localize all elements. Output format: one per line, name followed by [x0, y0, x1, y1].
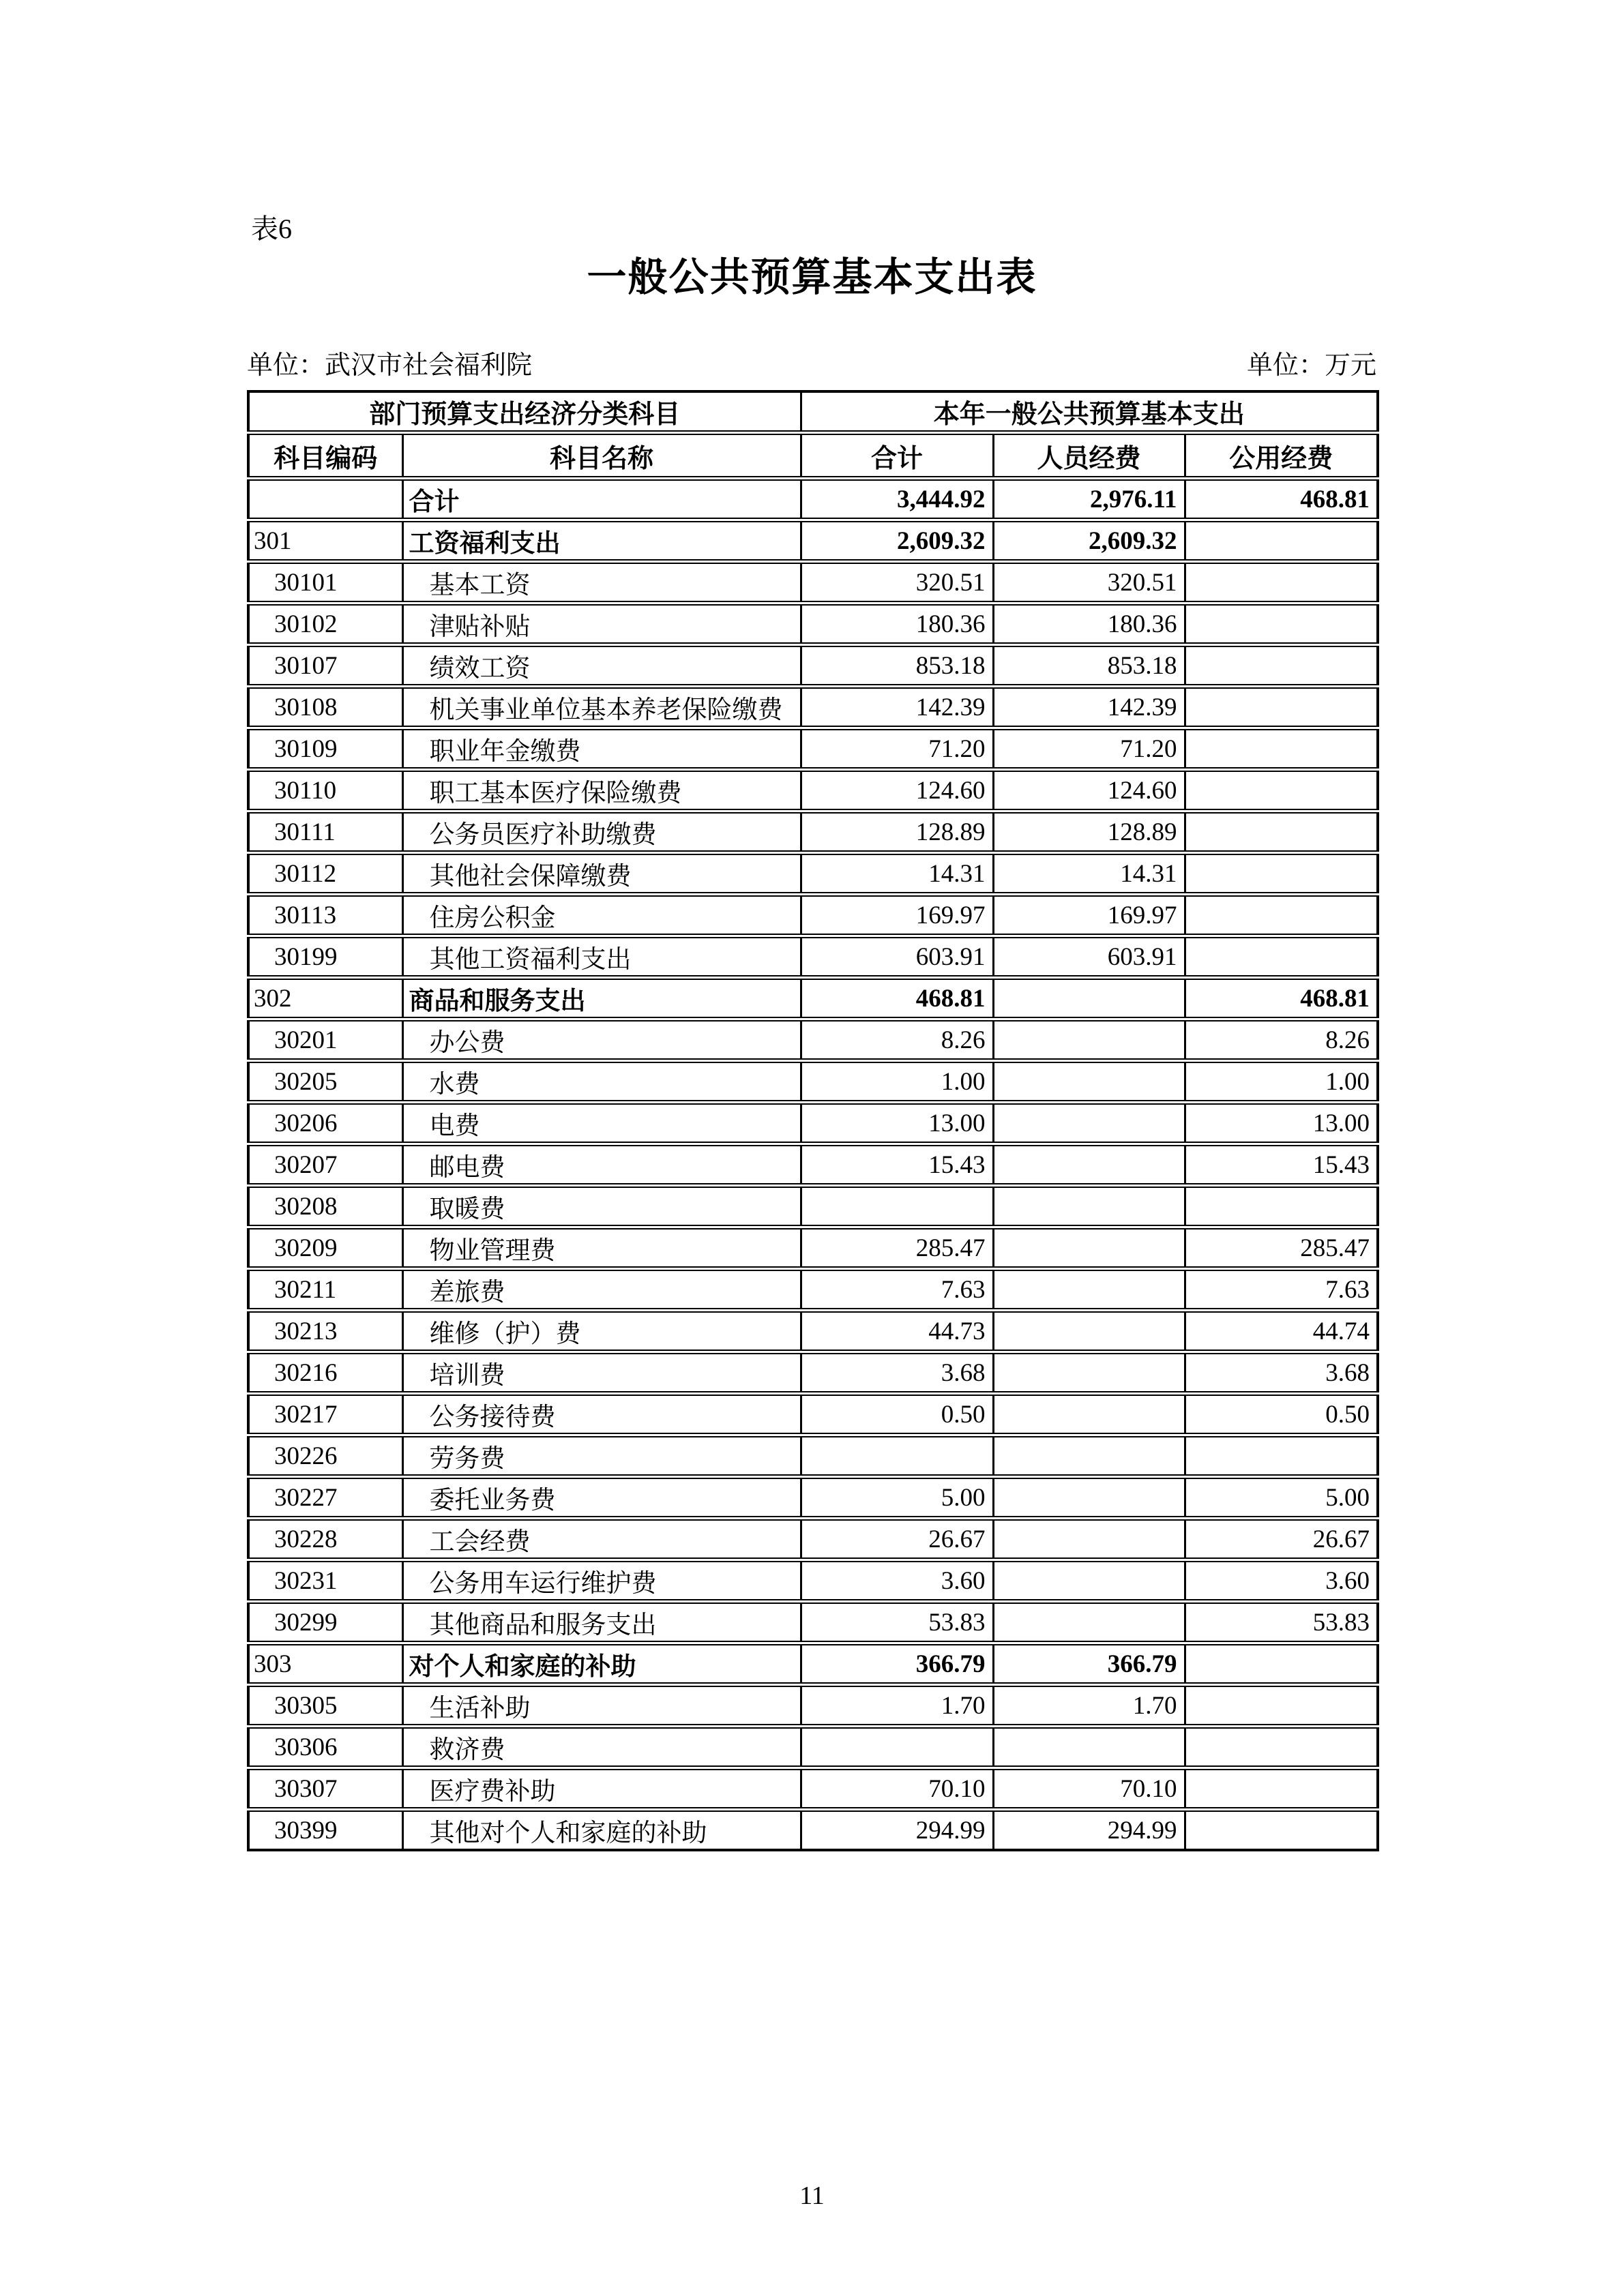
- cell-total: 3.60: [801, 1560, 993, 1602]
- table-row: [248, 1477, 1378, 1519]
- table-number-label: 表6: [251, 213, 292, 244]
- cell-personnel: [993, 1519, 1185, 1560]
- cell-personnel: 71.20: [993, 728, 1185, 770]
- table-row: [248, 1810, 1378, 1851]
- cell-name: 合计: [402, 479, 801, 520]
- table-row: [248, 479, 1378, 520]
- cell-public: 3.68: [1185, 1352, 1378, 1394]
- table-row: [248, 1227, 1378, 1269]
- table-row: [248, 687, 1378, 728]
- cell-code: 301: [248, 520, 402, 562]
- cell-public: 1.00: [1185, 1061, 1378, 1103]
- cell-code: 30111: [248, 811, 402, 853]
- cell-code: 30206: [248, 1103, 402, 1144]
- cell-personnel: [993, 1186, 1185, 1227]
- cell-total: 70.10: [801, 1768, 993, 1810]
- table-row: [248, 1103, 1378, 1144]
- cell-public: 26.67: [1185, 1519, 1378, 1560]
- cell-total: 71.20: [801, 728, 993, 770]
- cell-public: [1185, 1810, 1378, 1851]
- cell-total: 128.89: [801, 811, 993, 853]
- cell-code: 30201: [248, 1019, 402, 1061]
- cell-public: 15.43: [1185, 1144, 1378, 1186]
- cell-name: 取暖费: [402, 1186, 801, 1227]
- page-title: 一般公共预算基本支出表: [587, 255, 1037, 299]
- cell-name: 办公费: [402, 1019, 801, 1061]
- cell-personnel: 124.60: [993, 770, 1185, 811]
- table-row: [248, 978, 1378, 1019]
- cell-code: 30209: [248, 1227, 402, 1269]
- cell-total: 2,609.32: [801, 520, 993, 562]
- cell-personnel: 603.91: [993, 936, 1185, 978]
- table-header: [248, 391, 1378, 479]
- cell-name: 其他社会保障缴费: [402, 853, 801, 895]
- cell-total: 0.50: [801, 1394, 993, 1435]
- column-header-subject-name: 科目名称: [402, 433, 801, 479]
- column-header-public-funds: 公用经费: [1185, 433, 1378, 479]
- cell-public: 285.47: [1185, 1227, 1378, 1269]
- cell-code: 30213: [248, 1311, 402, 1352]
- cell-name: 委托业务费: [402, 1477, 801, 1519]
- cell-code: 30205: [248, 1061, 402, 1103]
- cell-public: [1185, 1435, 1378, 1477]
- table-row: [248, 1061, 1378, 1103]
- cell-code: 30217: [248, 1394, 402, 1435]
- table-row: [248, 770, 1378, 811]
- cell-public: 53.83: [1185, 1602, 1378, 1643]
- cell-name: 救济费: [402, 1727, 801, 1768]
- cell-total: 366.79: [801, 1643, 993, 1685]
- cell-personnel: 128.89: [993, 811, 1185, 853]
- cell-personnel: [993, 1727, 1185, 1768]
- cell-public: 44.74: [1185, 1311, 1378, 1352]
- cell-name: 电费: [402, 1103, 801, 1144]
- cell-total: 26.67: [801, 1519, 993, 1560]
- cell-personnel: [993, 1435, 1185, 1477]
- unit-currency: 单位：万元: [1246, 351, 1376, 380]
- cell-code: 30108: [248, 687, 402, 728]
- cell-total: 44.73: [801, 1311, 993, 1352]
- unit-line: [247, 351, 1376, 382]
- cell-public: [1185, 1186, 1378, 1227]
- cell-personnel: [993, 1560, 1185, 1602]
- cell-personnel: 2,976.11: [993, 479, 1185, 520]
- cell-total: 180.36: [801, 603, 993, 645]
- cell-personnel: 142.39: [993, 687, 1185, 728]
- cell-name: 公务员医疗补助缴费: [402, 811, 801, 853]
- cell-public: 468.81: [1185, 978, 1378, 1019]
- cell-public: 5.00: [1185, 1477, 1378, 1519]
- cell-total: 142.39: [801, 687, 993, 728]
- cell-name: 培训费: [402, 1352, 801, 1394]
- cell-personnel: [993, 1269, 1185, 1311]
- cell-code: 303: [248, 1643, 402, 1685]
- cell-personnel: [993, 1061, 1185, 1103]
- cell-code: 30299: [248, 1602, 402, 1643]
- cell-name: 医疗费补助: [402, 1768, 801, 1810]
- cell-public: 8.26: [1185, 1019, 1378, 1061]
- cell-total: 3,444.92: [801, 479, 993, 520]
- cell-personnel: 169.97: [993, 895, 1185, 936]
- cell-name: 工会经费: [402, 1519, 801, 1560]
- cell-personnel: [993, 1103, 1185, 1144]
- cell-total: 124.60: [801, 770, 993, 811]
- table-row: [248, 1435, 1378, 1477]
- cell-total: 320.51: [801, 562, 993, 603]
- cell-name: 水费: [402, 1061, 801, 1103]
- cell-name: 绩效工资: [402, 645, 801, 687]
- header-group-classification: 部门预算支出经济分类科目: [248, 391, 801, 433]
- cell-total: 14.31: [801, 853, 993, 895]
- cell-name: 公务接待费: [402, 1394, 801, 1435]
- cell-public: [1185, 1727, 1378, 1768]
- cell-name: 机关事业单位基本养老保险缴费: [402, 687, 801, 728]
- table-row: [248, 1394, 1378, 1435]
- cell-name: 对个人和家庭的补助: [402, 1643, 801, 1685]
- table-row: [248, 1269, 1378, 1311]
- cell-total: 53.83: [801, 1602, 993, 1643]
- cell-name: 维修（护）费: [402, 1311, 801, 1352]
- cell-public: 7.63: [1185, 1269, 1378, 1311]
- cell-personnel: [993, 1311, 1185, 1352]
- cell-code: 30216: [248, 1352, 402, 1394]
- cell-name: 其他商品和服务支出: [402, 1602, 801, 1643]
- cell-public: [1185, 936, 1378, 978]
- table-row: [248, 1727, 1378, 1768]
- cell-personnel: [993, 1477, 1185, 1519]
- table-row: [248, 1519, 1378, 1560]
- cell-total: [801, 1435, 993, 1477]
- cell-total: [801, 1186, 993, 1227]
- cell-code: 30226: [248, 1435, 402, 1477]
- cell-name: 职工基本医疗保险缴费: [402, 770, 801, 811]
- cell-personnel: 294.99: [993, 1810, 1185, 1851]
- cell-total: 169.97: [801, 895, 993, 936]
- cell-public: [1185, 603, 1378, 645]
- cell-code: 30199: [248, 936, 402, 978]
- cell-total: 5.00: [801, 1477, 993, 1519]
- cell-public: [1185, 520, 1378, 562]
- cell-personnel: [993, 1394, 1185, 1435]
- cell-total: 8.26: [801, 1019, 993, 1061]
- cell-code: 30102: [248, 603, 402, 645]
- budget-table: [247, 390, 1379, 1851]
- cell-public: [1185, 853, 1378, 895]
- cell-public: 13.00: [1185, 1103, 1378, 1144]
- cell-public: [1185, 770, 1378, 811]
- cell-public: [1185, 895, 1378, 936]
- table-row: [248, 603, 1378, 645]
- cell-personnel: 180.36: [993, 603, 1185, 645]
- table-row: [248, 936, 1378, 978]
- cell-total: 285.47: [801, 1227, 993, 1269]
- cell-personnel: [993, 978, 1185, 1019]
- cell-code: 30208: [248, 1186, 402, 1227]
- header-group-row: [248, 391, 1378, 433]
- cell-total: 468.81: [801, 978, 993, 1019]
- cell-total: 3.68: [801, 1352, 993, 1394]
- cell-public: [1185, 1685, 1378, 1727]
- table-row: [248, 1560, 1378, 1602]
- cell-personnel: [993, 1602, 1185, 1643]
- header-group-current-year: 本年一般公共预算基本支出: [801, 391, 1378, 433]
- cell-code: 30228: [248, 1519, 402, 1560]
- cell-code: 30211: [248, 1269, 402, 1311]
- cell-total: 603.91: [801, 936, 993, 978]
- cell-total: 1.70: [801, 1685, 993, 1727]
- table-row: [248, 1643, 1378, 1685]
- cell-personnel: 853.18: [993, 645, 1185, 687]
- cell-name: 基本工资: [402, 562, 801, 603]
- cell-code: 30399: [248, 1810, 402, 1851]
- cell-public: [1185, 1768, 1378, 1810]
- table-row: [248, 645, 1378, 687]
- table-row: [248, 811, 1378, 853]
- table-row: [248, 562, 1378, 603]
- cell-code: 30305: [248, 1685, 402, 1727]
- cell-public: [1185, 645, 1378, 687]
- table-row: [248, 520, 1378, 562]
- cell-total: 13.00: [801, 1103, 993, 1144]
- cell-code: 30307: [248, 1768, 402, 1810]
- cell-name: 差旅费: [402, 1269, 801, 1311]
- table-row: [248, 895, 1378, 936]
- cell-total: 294.99: [801, 1810, 993, 1851]
- cell-code: 30207: [248, 1144, 402, 1186]
- table-row: [248, 1186, 1378, 1227]
- cell-code: 30112: [248, 853, 402, 895]
- cell-public: 468.81: [1185, 479, 1378, 520]
- cell-personnel: [993, 1144, 1185, 1186]
- table-body: [248, 479, 1378, 1851]
- cell-personnel: 70.10: [993, 1768, 1185, 1810]
- cell-public: [1185, 811, 1378, 853]
- cell-code: 30113: [248, 895, 402, 936]
- cell-name: 住房公积金: [402, 895, 801, 936]
- unit-organization: 单位：武汉市社会福利院: [247, 351, 533, 380]
- cell-code: 30306: [248, 1727, 402, 1768]
- cell-public: 0.50: [1185, 1394, 1378, 1435]
- column-header-subject-code: 科目编码: [248, 433, 402, 479]
- cell-public: [1185, 687, 1378, 728]
- column-header-total: 合计: [801, 433, 993, 479]
- cell-code: 30109: [248, 728, 402, 770]
- table-row: [248, 1019, 1378, 1061]
- cell-name: 邮电费: [402, 1144, 801, 1186]
- cell-code: 30231: [248, 1560, 402, 1602]
- cell-name: 公务用车运行维护费: [402, 1560, 801, 1602]
- cell-name: 职业年金缴费: [402, 728, 801, 770]
- cell-personnel: 2,609.32: [993, 520, 1185, 562]
- cell-public: 3.60: [1185, 1560, 1378, 1602]
- cell-name: 其他对个人和家庭的补助: [402, 1810, 801, 1851]
- cell-total: [801, 1727, 993, 1768]
- cell-name: 生活补助: [402, 1685, 801, 1727]
- cell-code: 30110: [248, 770, 402, 811]
- table-row: [248, 1144, 1378, 1186]
- cell-personnel: [993, 1352, 1185, 1394]
- header-columns-row: [248, 433, 1378, 479]
- cell-code: 30227: [248, 1477, 402, 1519]
- cell-public: [1185, 1643, 1378, 1685]
- cell-code: [248, 479, 402, 520]
- cell-name: 其他工资福利支出: [402, 936, 801, 978]
- cell-public: [1185, 728, 1378, 770]
- cell-public: [1185, 562, 1378, 603]
- table-row: [248, 1768, 1378, 1810]
- cell-code: 30101: [248, 562, 402, 603]
- cell-name: 商品和服务支出: [402, 978, 801, 1019]
- table-row: [248, 1311, 1378, 1352]
- cell-total: 15.43: [801, 1144, 993, 1186]
- column-header-personnel-funds: 人员经费: [993, 433, 1185, 479]
- cell-personnel: 366.79: [993, 1643, 1185, 1685]
- page-number: 11: [799, 2181, 825, 2210]
- cell-total: 7.63: [801, 1269, 993, 1311]
- cell-name: 工资福利支出: [402, 520, 801, 562]
- cell-personnel: 320.51: [993, 562, 1185, 603]
- table-row: [248, 1685, 1378, 1727]
- cell-total: 1.00: [801, 1061, 993, 1103]
- cell-personnel: 1.70: [993, 1685, 1185, 1727]
- cell-code: 302: [248, 978, 402, 1019]
- cell-code: 30107: [248, 645, 402, 687]
- cell-personnel: [993, 1227, 1185, 1269]
- cell-name: 津贴补贴: [402, 603, 801, 645]
- cell-name: 劳务费: [402, 1435, 801, 1477]
- table-row: [248, 1602, 1378, 1643]
- table-row: [248, 853, 1378, 895]
- cell-name: 物业管理费: [402, 1227, 801, 1269]
- cell-total: 853.18: [801, 645, 993, 687]
- table-row: [248, 1352, 1378, 1394]
- table-row: [248, 728, 1378, 770]
- cell-personnel: 14.31: [993, 853, 1185, 895]
- cell-personnel: [993, 1019, 1185, 1061]
